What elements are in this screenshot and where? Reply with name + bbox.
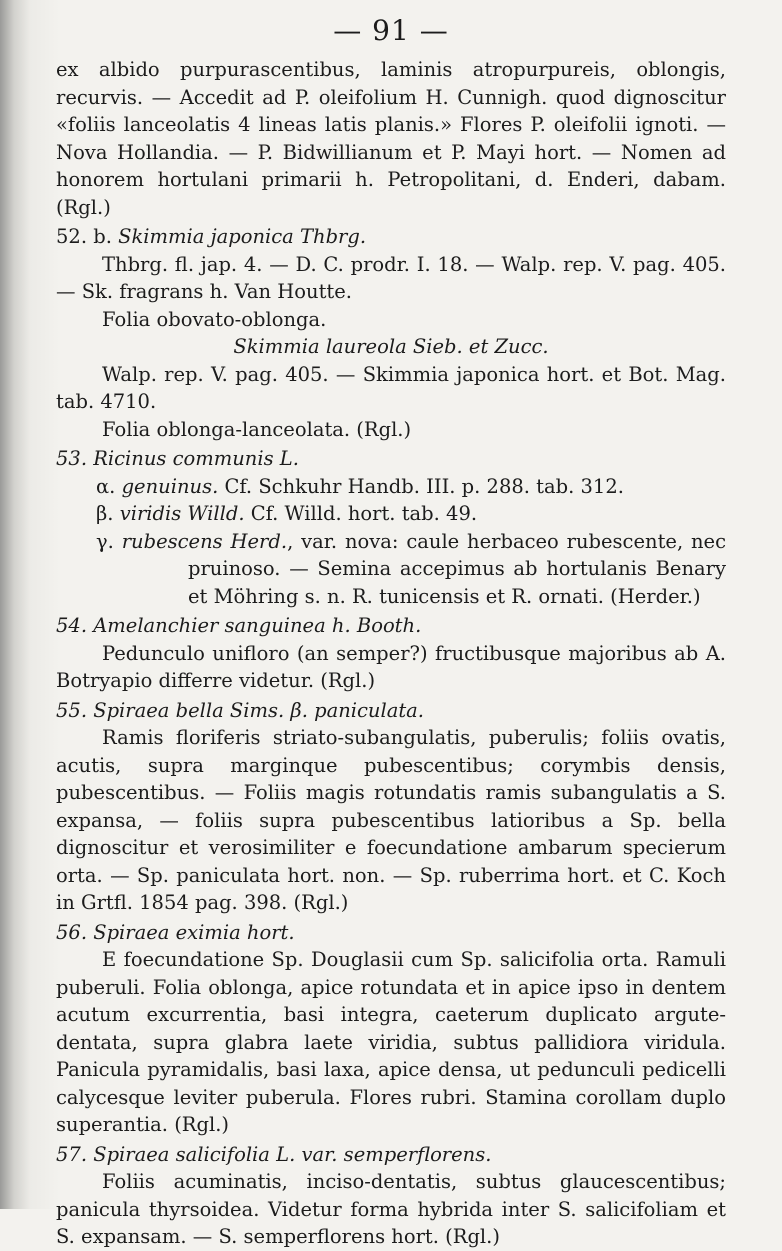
variety-gamma-name: rubescens Herd. (121, 529, 288, 553)
page-number: — 91 — (333, 14, 449, 47)
paragraph-57: Foliis acuminatis, inciso-dentatis, subtus glaucescentibus; panicula thyrsoidea. Videtur forma hybrida inter S. salicifoliam et S. expansam. — S. semperflorens hort. (Rgl.) (56, 1170, 726, 1248)
paragraph-54: Pedunculo unifloro (an semper?) fructibusque majoribus ab A. Botryapio differre videtur. (Rgl.) (56, 641, 726, 692)
heading-55-variety: β. paniculata. (290, 698, 424, 722)
heading-54 (56, 612, 726, 640)
variety-alpha-text: Cf. Schkuhr Handb. III. p. 288. tab. 312. (224, 474, 624, 498)
heading-52-sub (56, 333, 726, 361)
heading-52 (56, 223, 726, 251)
variety-gamma (56, 528, 726, 611)
variety-alpha-mark: α. (96, 474, 116, 498)
heading-54-species: 54. Amelanchier sanguinea h. Booth. (56, 614, 422, 637)
variety-beta-name: viridis Willd. (119, 502, 245, 525)
page-body (56, 56, 726, 1251)
heading-53 (56, 445, 726, 473)
paragraph-52-walp: Walp. rep. V. pag. 405. — Skimmia japonica hort. et Bot. Mag. tab. 4710. (56, 362, 726, 413)
heading-56-species: 56. Spiraea eximia hort. (56, 920, 295, 944)
heading-55 (56, 697, 726, 725)
paragraph-continuation: ex albido purpurascentibus, laminis atropurpureis, oblongis, recurvis. — Accedit ad P. oleifolium H. Cunnigh. quod dignoscitur «foliis lanceolatis 4 lineas latis planis.» Flores P. oleifolii ignoti. — Nova Hollandia. — P. Bidwillianum et P. Mayi hort. — Nomen ad honorem hortulani primarii h. Petropolitani, d. Enderi, dabam. (Rgl.) (56, 58, 726, 219)
paragraph-55: Ramis floriferis striato-subangulatis, puberulis; foliis ovatis, acutis, supra marginque pubescentibus; corymbis densis, pubescentibus. — Foliis magis rotundatis ramis subangulatis a S. expansa, — foliis supra pubescentibus latioribus a Sp. bella dignoscitur et verosimiliter e foecundatione ambarum specierum orta. — Sp. paniculata hort. non. — Sp. ruberrima hort. et C. Koch in Grtfl. 1854 pag. 398. (Rgl.) (56, 726, 726, 914)
variety-gamma-mark: γ. (96, 529, 114, 553)
heading-57-species: 57. Spiraea salicifolia L. var. semperflorens. (56, 1142, 492, 1166)
heading-57 (56, 1141, 726, 1169)
variety-alpha (56, 473, 726, 501)
variety-beta-mark: β. (96, 502, 114, 525)
paragraph-52-folia-2: Folia oblonga-lanceolata. (Rgl.) (102, 417, 412, 441)
heading-55-species: 55. Spiraea bella Sims. (56, 698, 285, 722)
variety-beta-text: Cf. Willd. hort. tab. 49. (250, 502, 478, 525)
variety-beta (56, 500, 726, 528)
heading-56 (56, 919, 726, 947)
variety-gamma-text: , var. nova: caule herbaceo rubescente, nec pruinoso. — Semina accepimus ab hortulanis Benary et Möhring s. n. R. tunicensis et R. ornati. (Herder.) (188, 529, 727, 608)
paragraph-56: E foecundatione Sp. Douglasii cum Sp. salicifolia orta. Ramuli puberuli. Folia oblonga, apice rotundata et in apice ipso in dentem acutum excurrentia, basi integra, caeterum duplicato argute-dentata, supra glabra laete viridia, subtus pallidiora viridula. Panicula pyramidalis, basi laxa, apice densa, ut pedunculi pedicelli calycesque leviter puberula. Flores rubri. Stamina corollam duplo superantia. (Rgl.) (56, 948, 726, 1136)
heading-52-sub-name: Skimmia laureola Sieb. et Zucc. (233, 335, 549, 358)
heading-53-species: 53. Ricinus communis L. (56, 447, 299, 470)
paragraph-52-folia: Folia obovato-oblonga. (102, 307, 327, 331)
heading-52-number: 52. b. (56, 225, 112, 248)
heading-52-species: Skimmia japonica Thbrg. (118, 225, 367, 248)
variety-alpha-name: genuinus. (121, 474, 219, 498)
paragraph-52-synonyms: Thbrg. fl. jap. 4. — D. C. prodr. I. 18. — Walp. rep. V. pag. 405. — Sk. fragrans h. Van Houtte. (56, 252, 726, 303)
